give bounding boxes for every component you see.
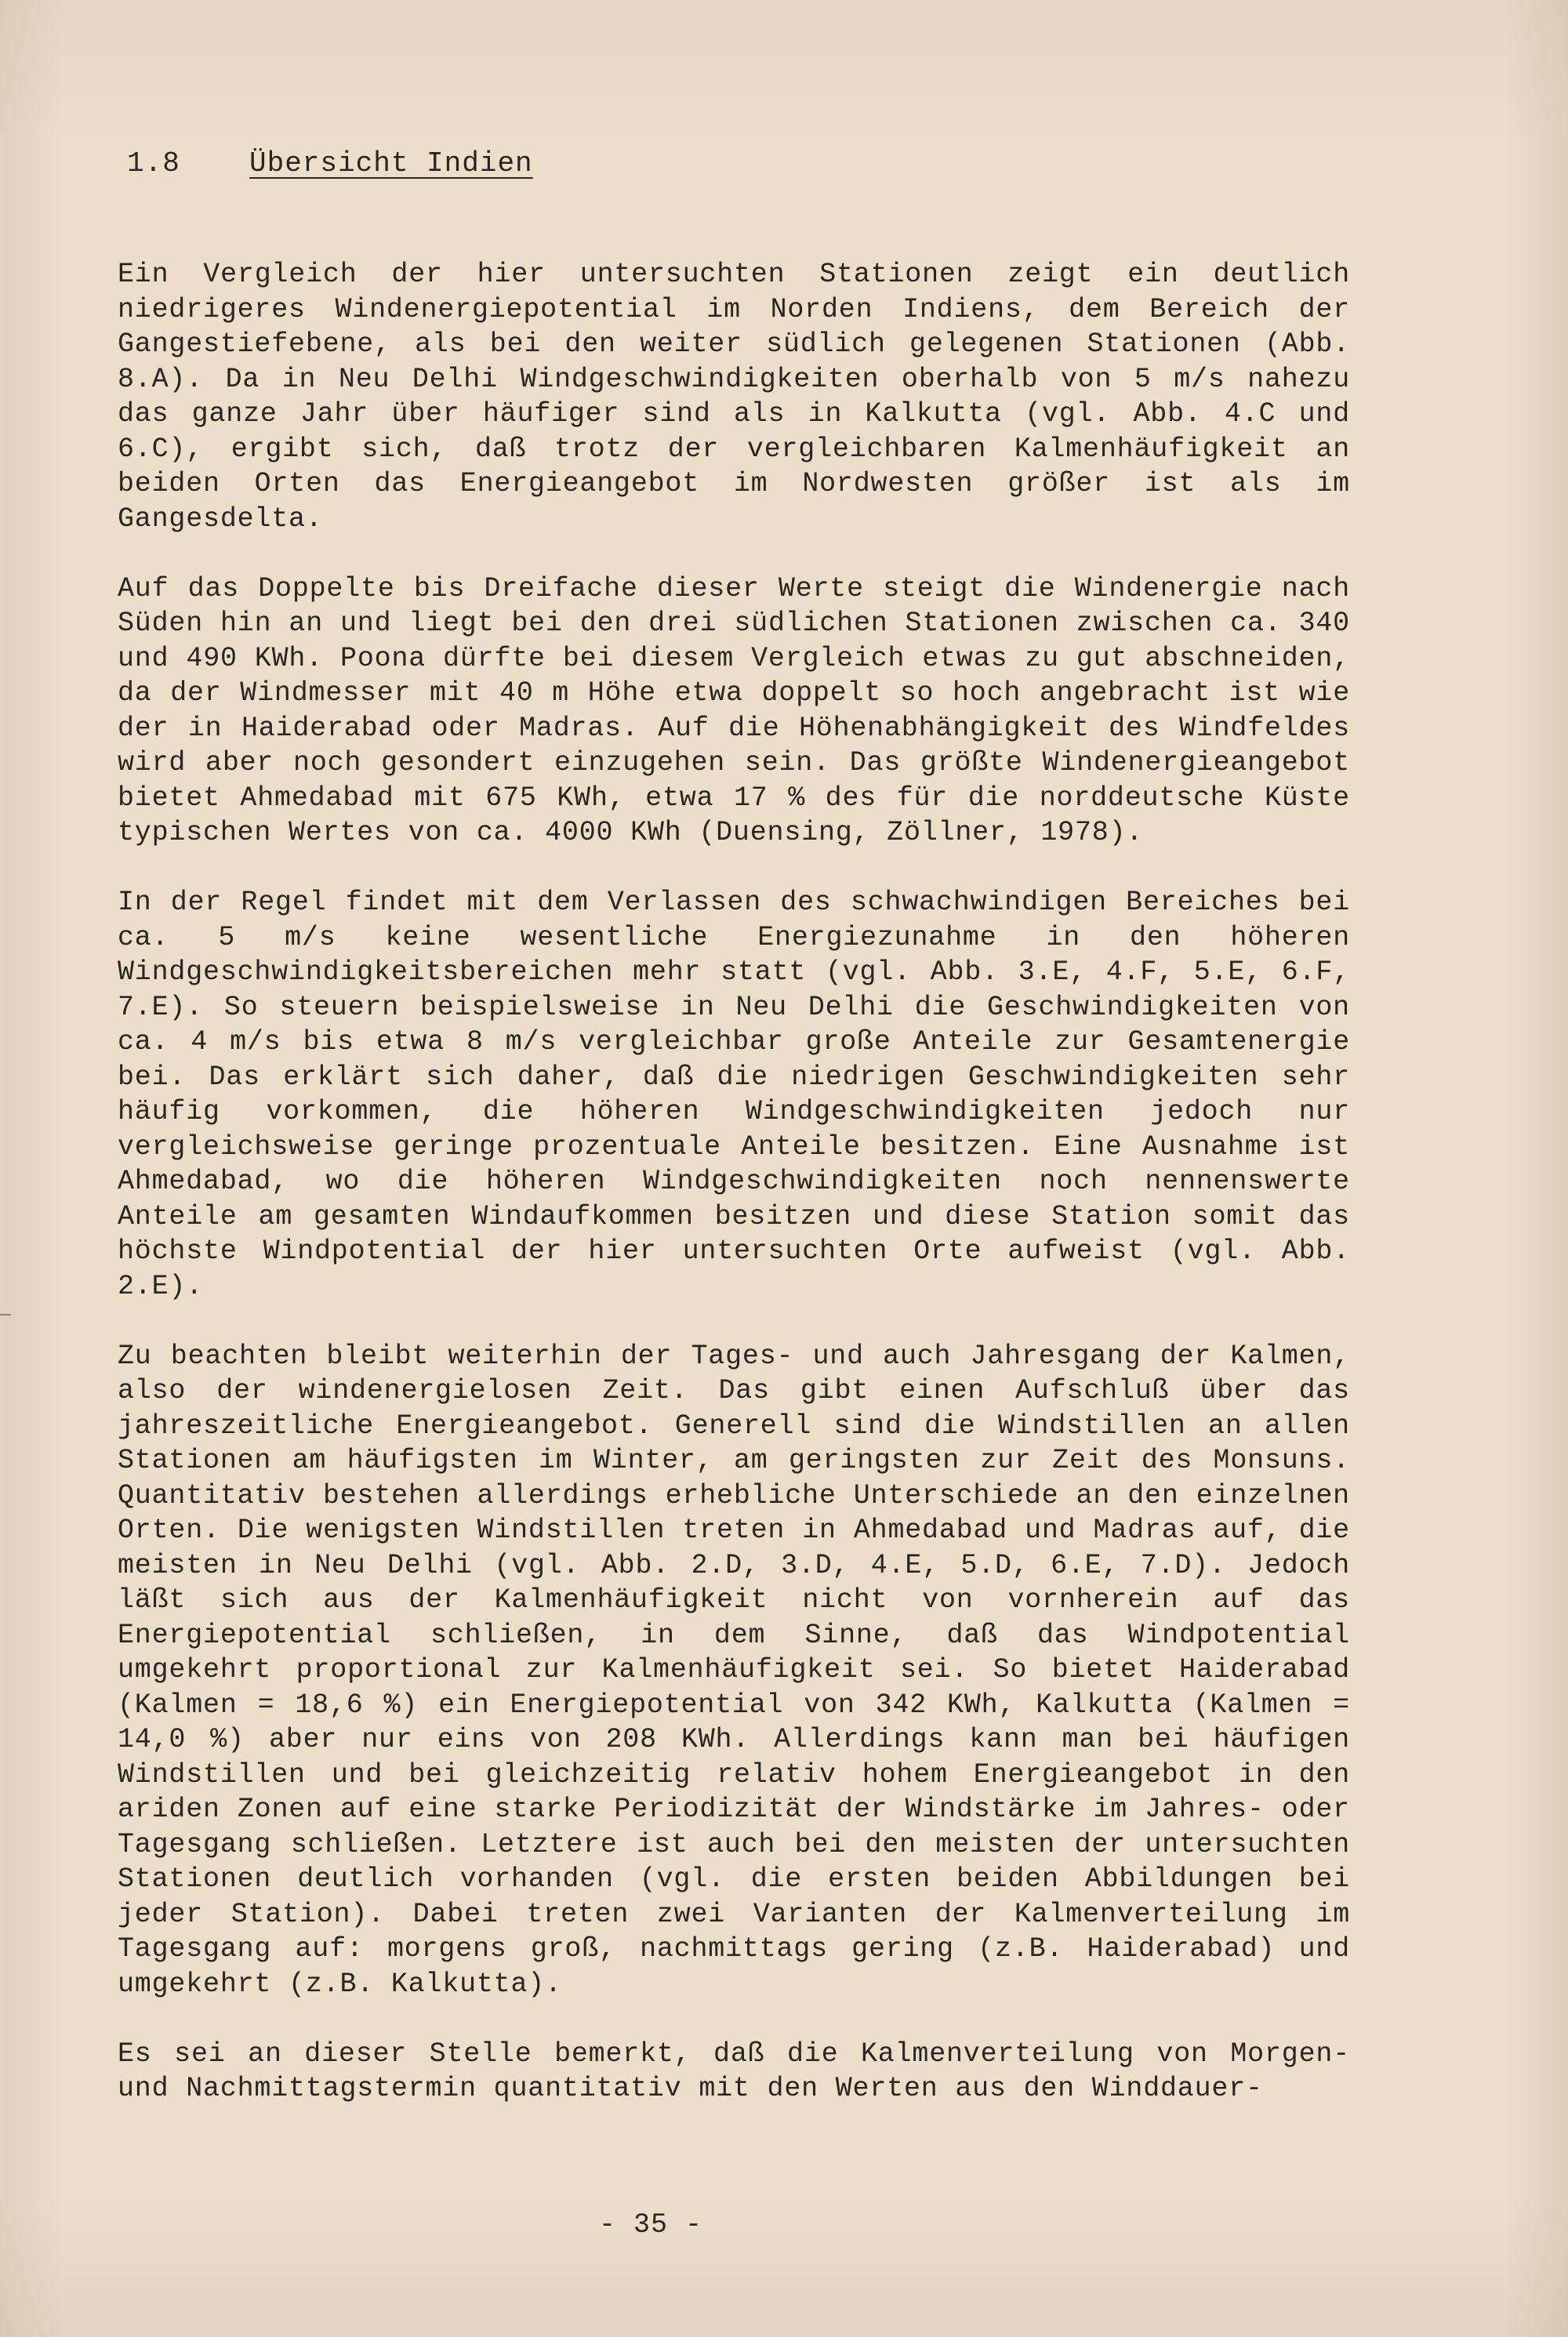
paragraph: Auf das Doppelte bis Dreifache dieser Werte steigt die Windenergie nach Süden hin an und liegt bei den drei südlichen Stationen zwischen ca. 340 und 490 KWh. Poona dürfte bei diesem Vergleich etwas zu gut abschneiden, da der Windmesser mit 40 m Höhe etwa doppelt so hoch angebracht ist wie der in Haiderabad oder Madras. Auf die Höhenabhängigkeit des Windfeldes wird aber noch gesondert einzugehen sein. Das größte Windenergieangebot bietet Ahmedabad mit 675 KWh, etwa 17 % des für die norddeutsche Küste typischen Wertes von ca. 4000 KWh (Duensing, Zöllner, 1978). (118, 572, 1350, 848)
paragraph: In der Regel findet mit dem Verlassen des schwachwindigen Bereiches bei ca. 5 m/s keine wesentliche Energiezunahme in den höheren Windgeschwindigkeitsbereichen mehr statt (vgl. Abb. 3.E, 4.F, 5.E, 6.F, 7.E). So steuern beispielsweise in Neu Delhi die Geschwindigkeiten von ca. 4 m/s bis etwa 8 m/s vergleichbar große Anteile zur Gesamtenergie bei. Das erklärt sich daher, daß die niedrigen Geschwindigkeiten sehr häufig vorkommen, die höheren Windgeschwindigkeiten jedoch nur vergleichsweise geringe prozentuale Anteile besitzen. Eine Ausnahme ist Ahmedabad, wo die höheren Windgeschwindigkeiten noch nennenswerte Anteile am gesamten Windaufkommen besitzen und diese Station somit das höchste Windpotential der hier untersuchten Orte aufweist (vgl. Abb. 2.E). (118, 887, 1350, 1302)
section-title: Übersicht Indien (249, 147, 533, 180)
body-text (118, 257, 1350, 2141)
section-heading (127, 147, 533, 180)
paragraph: Es sei an dieser Stelle bemerkt, daß die Kalmenverteilung von Morgen- und Nachmittagstermin quantitativ mit den Werten aus den Winddauer- (118, 2038, 1350, 2104)
paragraph: Zu beachten bleibt weiterhin der Tages- und auch Jahresgang der Kalmen, also der windenergielosen Zeit. Das gibt einen Aufschluß über das jahreszeitliche Energieangebot. Generell sind die Windstillen an allen Stationen am häufigsten im Winter, am geringsten zur Zeit des Monsuns. Quantitativ bestehen allerdings erhebliche Unterschiede an den einzelnen Orten. Die wenigsten Windstillen treten in Ahmedabad und Madras auf, die meisten in Neu Delhi (vgl. Abb. 2.D, 3.D, 4.E, 5.D, 6.E, 7.D). Jedoch läßt sich aus der Kalmenhäufigkeit nicht von vornherein auf das Energiepotential schließen, in dem Sinne, daß das Windpotential umgekehrt proportional zur Kalmenhäufigkeit sei. So bietet Haiderabad (Kalmen = 18,6 %) ein Energiepotential von 342 KWh, Kalkutta (Kalmen = 14,0 %) aber nur eins von 208 KWh. Allerdings kann man bei häufigen Windstillen und bei gleichzeitig relativ hohem Energieangebot in den ariden Zonen auf eine starke Periodizität der Windstärke im Jahres- oder Tagesgang schließen. Letztere ist auch bei den meisten der untersuchten Stationen deutlich vorhanden (vgl. die ersten beiden Abbildungen bei jeder Station). Dabei treten zwei Varianten der Kalmenverteilung im Tagesgang auf: morgens groß, nachmittags gering (z.B. Haiderabad) und umgekehrt (z.B. Kalkutta). (118, 1340, 1350, 2000)
section-number: 1.8 (127, 147, 180, 180)
paragraph: Ein Vergleich der hier untersuchten Stationen zeigt ein deutlich niedrigeres Windenergiepotential im Norden Indiens, dem Bereich der Gangestiefebene, als bei den weiter südlich gelegenen Stationen (Abb. 8.A). Da in Neu Delhi Windgeschwindigkeiten oberhalb von 5 m/s nahezu das ganze Jahr über häufiger sind als in Kalkutta (vgl. Abb. 4.C und 6.C), ergibt sich, daß trotz der vergleichbaren Kalmenhäufigkeit an beiden Orten das Energieangebot im Nordwesten größer ist als im Gangesdelta. (118, 259, 1350, 535)
page-number: - 35 - (598, 2209, 703, 2241)
page-edge-mark (0, 1314, 11, 1315)
